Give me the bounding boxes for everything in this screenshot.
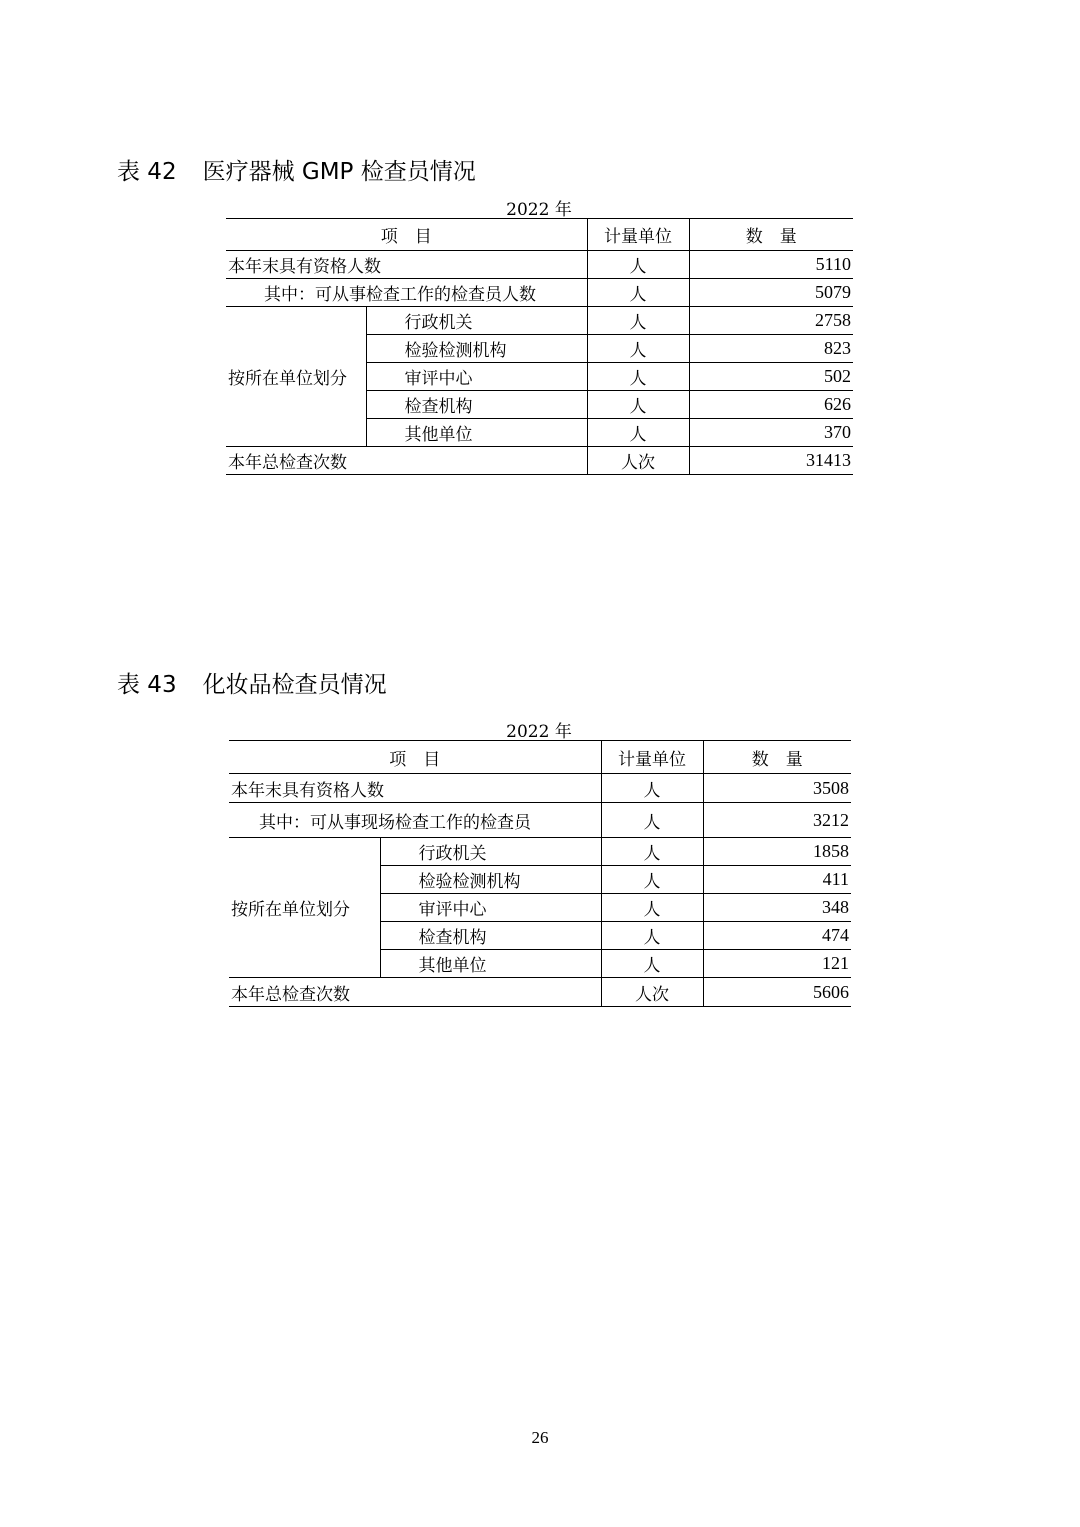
row-label: 检验检测机构: [380, 866, 601, 894]
row-label: 本年末具有资格人数: [226, 251, 587, 279]
row-unit: 人: [587, 307, 689, 335]
row-value: 411: [703, 866, 851, 894]
header-quantity: 数 量: [703, 741, 851, 774]
table-row: [226, 279, 853, 307]
row-unit: 人: [601, 803, 703, 838]
row-label: 本年总检查次数: [226, 447, 587, 475]
row-value: 1858: [703, 838, 851, 866]
row-value: 474: [703, 922, 851, 950]
row-unit: 人: [601, 922, 703, 950]
table-row: [226, 447, 853, 475]
table-row: [229, 978, 851, 1007]
row-label: 本年末具有资格人数: [229, 774, 601, 803]
row-value: 31413: [689, 447, 853, 475]
table-43-title-text: 化妆品检查员情况: [202, 672, 387, 698]
row-value: 5079: [689, 279, 853, 307]
header-item: 项 目: [229, 741, 601, 774]
row-label: 审评中心: [380, 894, 601, 922]
group-label: 按所在单位划分: [229, 838, 380, 978]
table-42-title-text: 医疗器械 GMP 检查员情况: [202, 159, 476, 185]
row-unit: 人: [601, 774, 703, 803]
row-unit: 人: [601, 866, 703, 894]
table-43: [229, 740, 851, 1007]
row-value: 3212: [703, 803, 851, 838]
row-label: 其他单位: [380, 950, 601, 978]
header-unit: 计量单位: [587, 219, 689, 251]
page-number: 26: [531, 1428, 549, 1447]
table-42: [226, 218, 853, 475]
row-value: 502: [689, 363, 853, 391]
table-42-title: [117, 153, 476, 186]
row-label: 行政机关: [380, 838, 601, 866]
row-label: 检查机构: [366, 391, 587, 419]
table-row: [226, 251, 853, 279]
row-label: 其中：可从事检查工作的检查员人数: [226, 279, 587, 307]
row-unit: 人: [587, 335, 689, 363]
row-label: 检查机构: [380, 922, 601, 950]
row-unit: 人: [601, 894, 703, 922]
row-unit: 人: [587, 419, 689, 447]
row-value: 626: [689, 391, 853, 419]
header-item: 项 目: [226, 219, 587, 251]
row-value: 121: [703, 950, 851, 978]
group-label: 按所在单位划分: [226, 307, 366, 447]
row-label: 本年总检查次数: [229, 978, 601, 1007]
row-label: 检验检测机构: [366, 335, 587, 363]
row-value: 2758: [689, 307, 853, 335]
row-label: 其中：可从事现场检查工作的检查员: [229, 803, 601, 838]
row-unit: 人: [587, 279, 689, 307]
table-43-year: 2022 年: [506, 722, 572, 742]
table-row: [229, 774, 851, 803]
row-unit: 人次: [601, 978, 703, 1007]
row-unit: 人: [587, 391, 689, 419]
table-42-year: 2022 年: [506, 200, 572, 220]
row-unit: 人: [601, 950, 703, 978]
table-row: [229, 803, 851, 838]
row-unit: 人: [587, 251, 689, 279]
header-quantity: 数 量: [689, 219, 853, 251]
table-43-title: [117, 666, 387, 699]
row-unit: 人次: [587, 447, 689, 475]
row-label: 审评中心: [366, 363, 587, 391]
row-value: 5606: [703, 978, 851, 1007]
table-42-number: 表 42: [117, 159, 177, 185]
table-row: [229, 741, 851, 774]
row-value: 3508: [703, 774, 851, 803]
row-label: 其他单位: [366, 419, 587, 447]
row-value: 348: [703, 894, 851, 922]
row-value: 370: [689, 419, 853, 447]
header-unit: 计量单位: [601, 741, 703, 774]
table-row: [226, 307, 853, 335]
row-unit: 人: [587, 363, 689, 391]
row-value: 823: [689, 335, 853, 363]
table-43-number: 表 43: [117, 672, 177, 698]
row-unit: 人: [601, 838, 703, 866]
row-label: 行政机关: [366, 307, 587, 335]
row-value: 5110: [689, 251, 853, 279]
table-row: [226, 219, 853, 251]
table-row: [229, 838, 851, 866]
